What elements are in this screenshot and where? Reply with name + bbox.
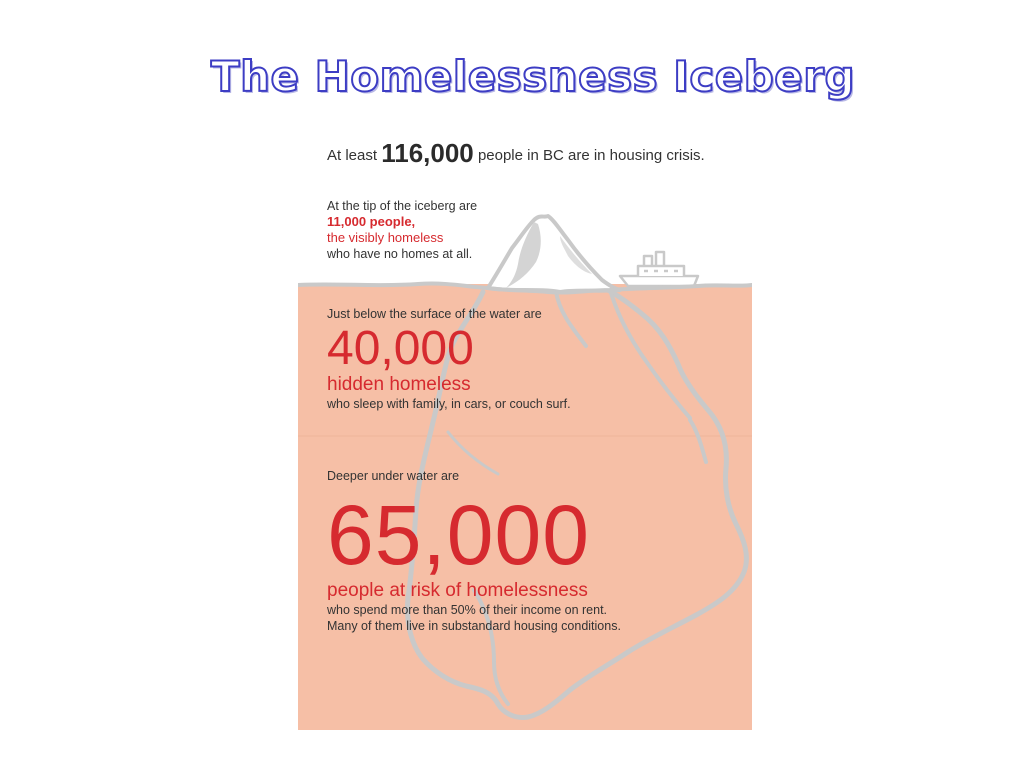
at-risk-count: 65,000 — [327, 488, 590, 582]
headline-prefix: At least — [327, 147, 378, 164]
ship — [620, 252, 698, 286]
iceberg-tip — [488, 216, 620, 292]
at-risk-intro: Deeper under water are — [327, 469, 460, 483]
at-risk-description-1: who spend more than 50% of their income on rent. — [327, 603, 608, 617]
tip-intro: At the tip of the iceberg are — [327, 199, 478, 213]
at-risk-description-2: Many of them live in substandard housing conditions. — [327, 619, 621, 633]
headline-suffix: people in BC are in housing crisis. — [477, 147, 705, 164]
headline — [327, 138, 705, 169]
at-risk-label: people at risk of homelessness — [327, 580, 588, 601]
at-risk-section — [327, 468, 621, 634]
tip-count: 11,000 people, — [327, 214, 416, 229]
iceberg-infographic — [298, 132, 752, 730]
hidden-homeless-section — [327, 306, 571, 412]
hidden-count: 40,000 — [327, 322, 474, 375]
hidden-description: who sleep with family, in cars, or couch surf. — [327, 397, 571, 411]
tip-label: the visibly homeless — [327, 230, 444, 245]
headline-number: 116,000 — [381, 138, 474, 168]
tip-section — [327, 198, 477, 262]
slide-title: The Homelessness Iceberg — [210, 52, 856, 101]
hidden-intro: Just below the surface of the water are — [327, 307, 542, 321]
hidden-label: hidden homeless — [327, 374, 471, 395]
tip-description: who have no homes at all. — [327, 247, 473, 261]
